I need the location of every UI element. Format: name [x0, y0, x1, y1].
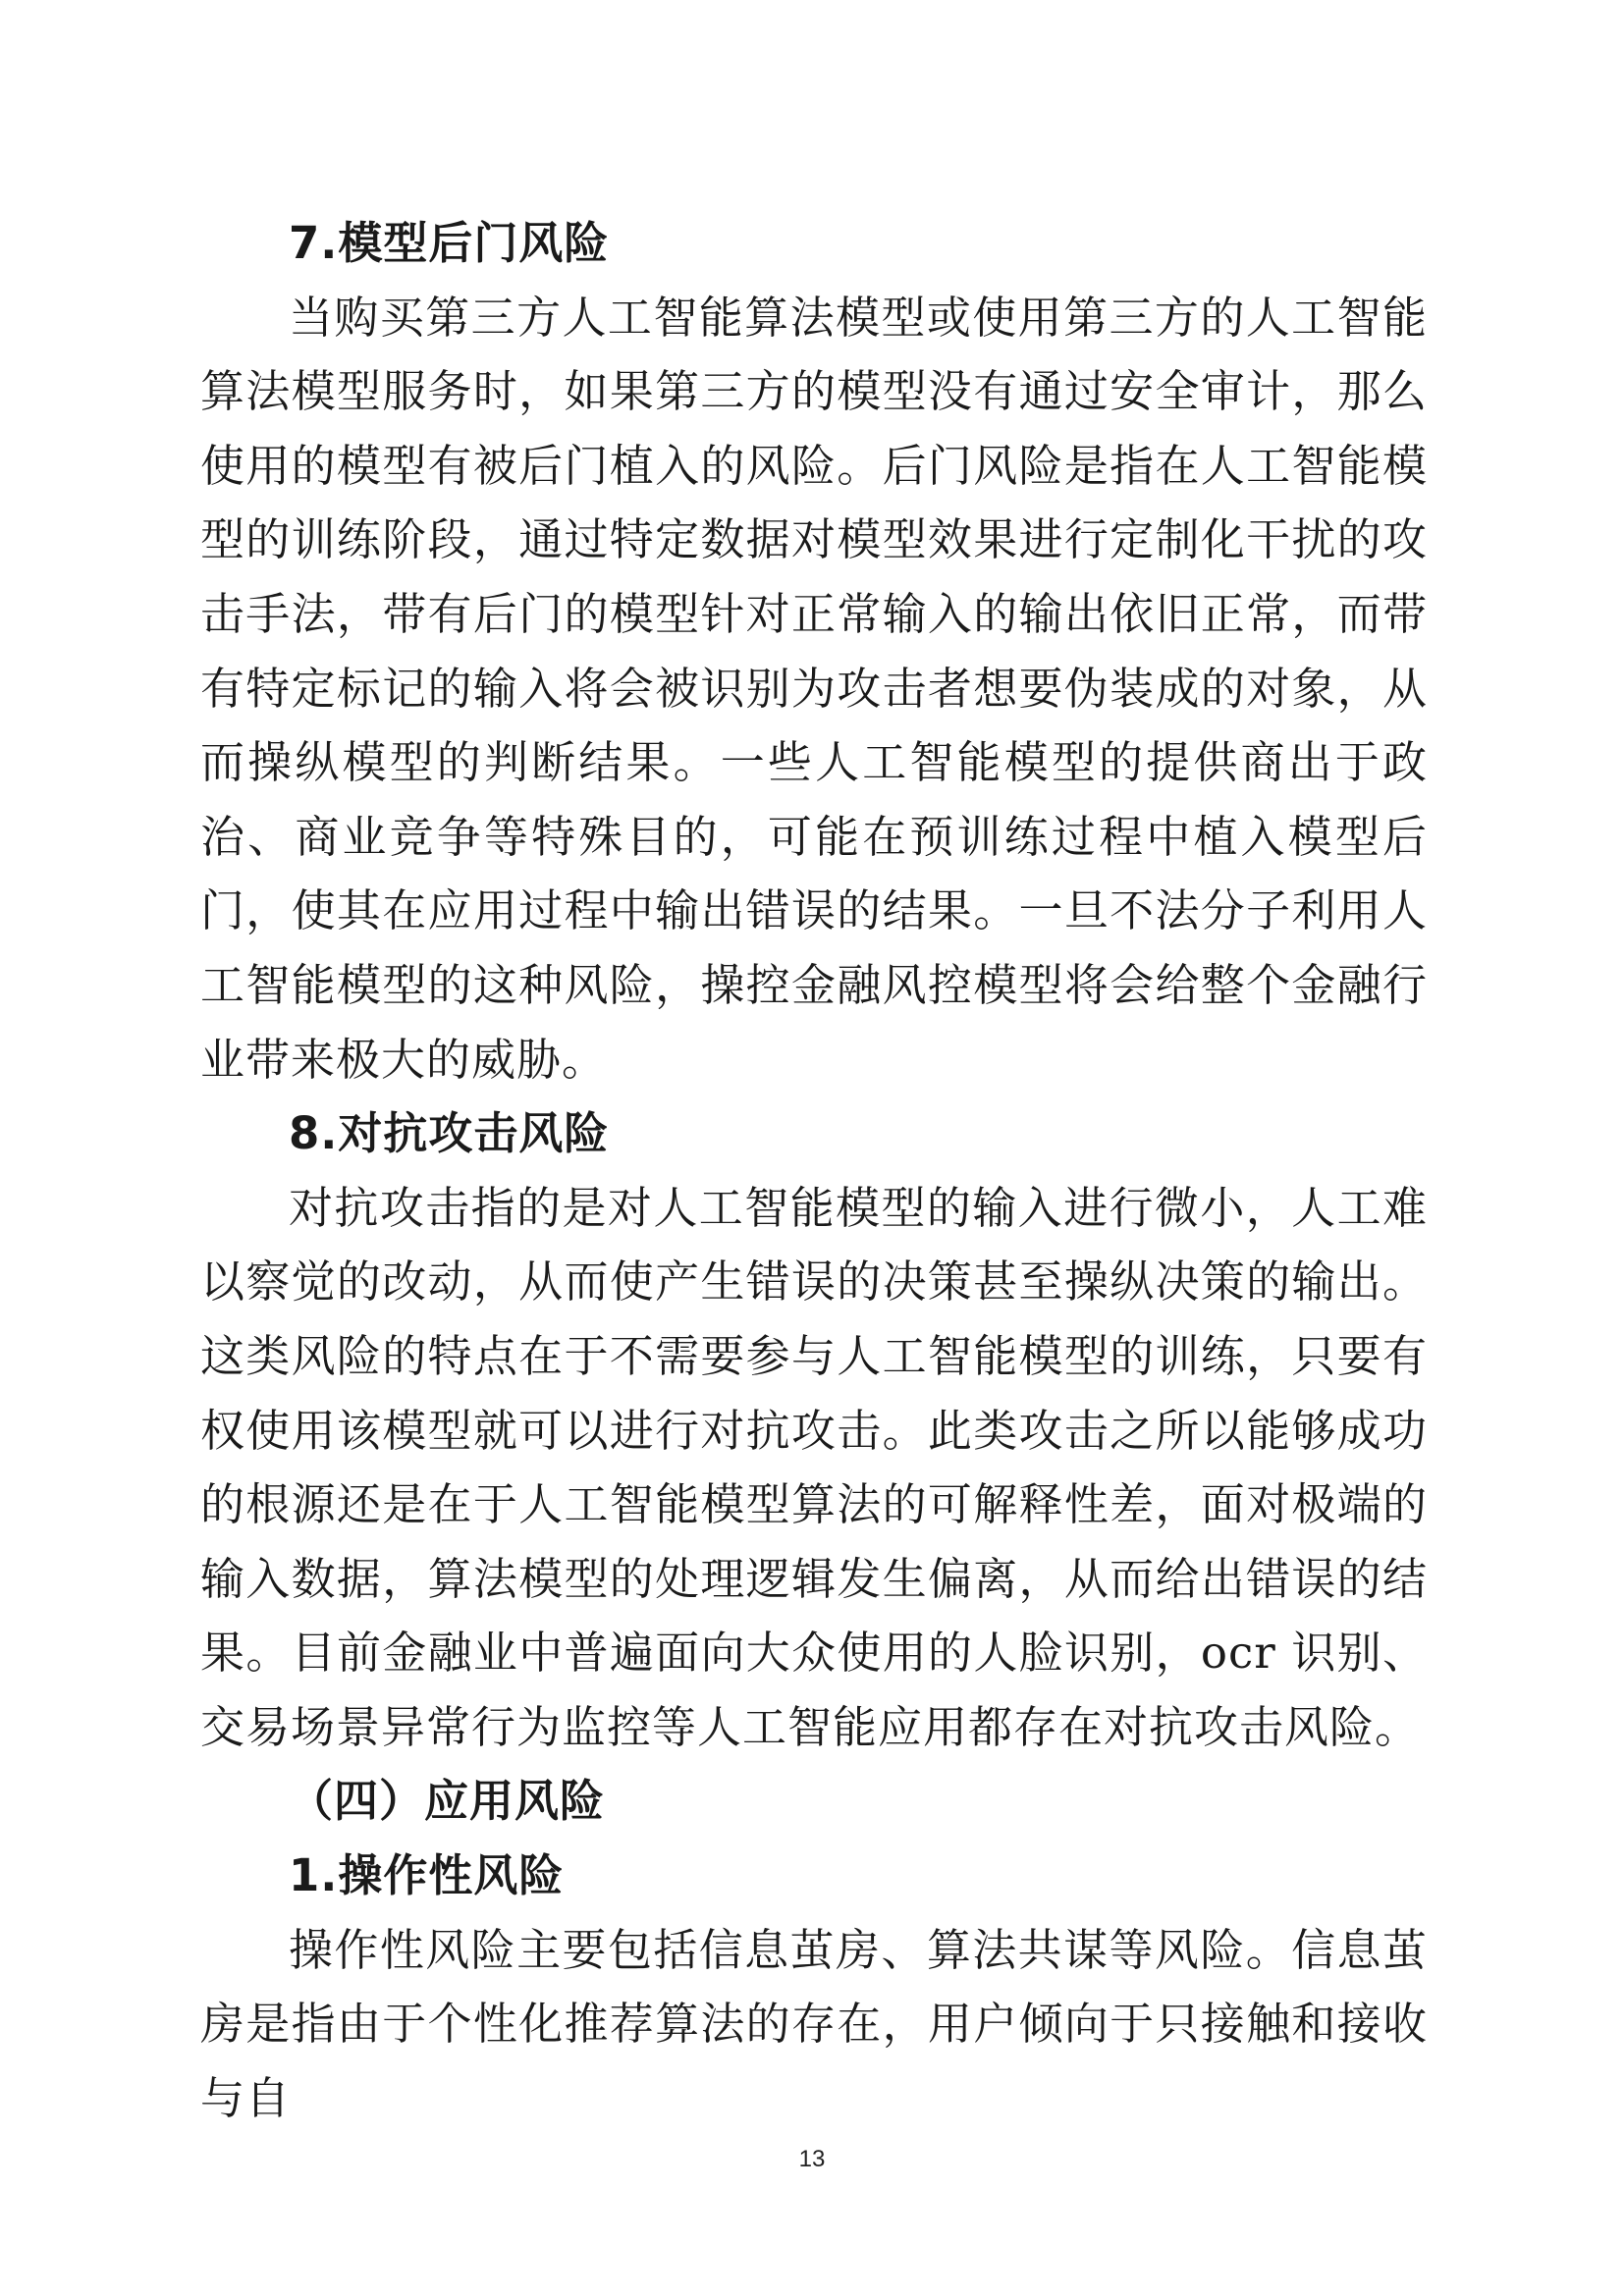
page-body	[200, 206, 1428, 2135]
page-number: 13	[798, 2146, 826, 2172]
part-heading-application-risk: （四）应用风险	[289, 1775, 606, 1828]
section-heading-operational-risk: 1.操作性风险	[289, 1849, 565, 1902]
paragraph-adversarial-attack-risk: 对抗攻击指的是对人工智能模型的输入进行微小，人工难以察觉的改动，从而使产生错误的决策甚至操纵决策的输出。这类风险的特点在于不需要参与人工智能模型的训练，只要有权使用该模型就可以进行对抗攻击。此类攻击之所以能够成功的根源还是在于人工智能模型算法的可解释性差，面对极端的输入数据，算法模型的处理逻辑发生偏离，从而给出错误的结果。目前金融业中普遍面向大众使用的人脸识别，ocr 识别、交易场景异常行为监控等人工智能应用都存在对抗攻击风险。	[200, 1181, 1428, 1753]
section-heading-model-backdoor-risk: 7.模型后门风险	[289, 217, 610, 269]
paragraph-operational-risk: 操作性风险主要包括信息茧房、算法共谋等风险。信息茧房是指由于个性化推荐算法的存在，用户倾向于只接触和接收与自	[200, 1923, 1428, 2124]
paragraph-model-backdoor-risk: 当购买第三方人工智能算法模型或使用第三方的人工智能算法模型服务时，如果第三方的模型没有通过安全审计，那么使用的模型有被后门植入的风险。后门风险是指在人工智能模型的训练阶段，通过特定数据对模型效果进行定制化干扰的攻击手法，带有后门的模型针对正常输入的输出依旧正常，而带有特定标记的输入将会被识别为攻击者想要伪装成的对象，从而操纵模型的判断结果。一些人工智能模型的提供商出于政治、商业竞争等特殊目的，可能在预训练过程中植入模型后门，使其在应用过程中输出错误的结果。一旦不法分子利用人工智能模型的这种风险，操控金融风控模型将会给整个金融行业带来极大的威胁。	[200, 291, 1428, 1086]
section-heading-adversarial-attack-risk: 8.对抗攻击风险	[289, 1107, 610, 1160]
